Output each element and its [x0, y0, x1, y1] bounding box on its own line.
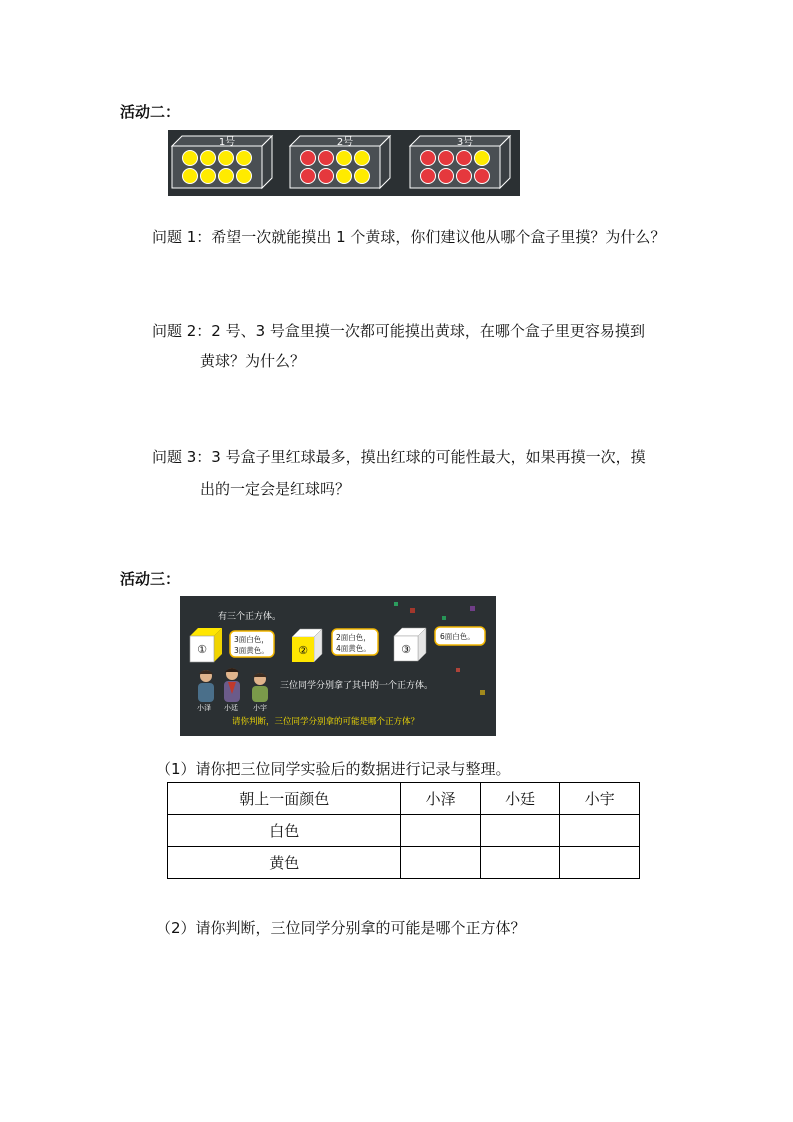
yellow-ball — [201, 151, 216, 166]
activity2-figure — [168, 130, 520, 196]
cube-1-note — [230, 631, 274, 657]
box-label-3: 3号 — [456, 137, 474, 148]
table-cell — [480, 815, 560, 847]
student-figures — [198, 668, 268, 702]
ball-box-3 — [410, 136, 510, 188]
question-3-line-1: 问题 3：3 号盒子里红球最多，摸出红球的可能性最大，如果再摸一次，摸 — [152, 448, 646, 466]
students-text: 三位同学分别拿了其中的一个正方体。 — [280, 681, 434, 691]
activity3-figure — [180, 596, 496, 736]
question-2-line-2: 黄球？为什么？ — [200, 352, 306, 370]
judge-question: 请你判断，三位同学分别拿的可能是哪个正方体？ — [232, 717, 420, 727]
red-ball — [319, 151, 334, 166]
red-ball — [439, 169, 454, 184]
table-cell — [560, 815, 640, 847]
red-ball — [421, 169, 436, 184]
cube-3 — [394, 628, 426, 661]
red-ball — [457, 169, 472, 184]
cube-3-note — [435, 627, 485, 645]
table-cell — [401, 815, 481, 847]
record-table — [167, 782, 640, 879]
red-ball — [319, 169, 334, 184]
table-row — [168, 847, 640, 879]
student-name-3: 小宇 — [253, 704, 267, 712]
yellow-ball — [237, 151, 252, 166]
table-cell — [560, 847, 640, 879]
intro-text: 有三个正方体。 — [218, 612, 282, 622]
red-ball — [421, 151, 436, 166]
red-ball — [301, 151, 316, 166]
red-ball — [301, 169, 316, 184]
ball-box-1 — [172, 136, 272, 188]
table-row — [168, 815, 640, 847]
box-label-1: 1号 — [218, 137, 236, 148]
ball-box-2 — [290, 136, 390, 188]
red-ball — [439, 151, 454, 166]
student-name-2: 小廷 — [224, 704, 238, 712]
yellow-ball — [183, 151, 198, 166]
table-header-cell: 小泽 — [401, 783, 481, 815]
cube-3-number: ③ — [401, 643, 411, 656]
yellow-ball — [219, 151, 234, 166]
red-ball — [457, 151, 472, 166]
table-header-cell: 小廷 — [480, 783, 560, 815]
table-row-label: 黄色 — [168, 847, 401, 879]
cube-1-number: ① — [197, 643, 207, 656]
table-header-row — [168, 783, 640, 815]
instruction-1: （1）请你把三位同学实验后的数据进行记录与整理。 — [156, 760, 511, 778]
svg-text:2面白色，: 2面白色， — [336, 633, 371, 642]
yellow-ball — [201, 169, 216, 184]
red-ball — [475, 169, 490, 184]
table-header-cell: 小宇 — [560, 783, 640, 815]
balls-boxes-illustration — [168, 130, 520, 196]
student-name-1: 小泽 — [197, 704, 211, 712]
svg-text:3面白色，: 3面白色， — [234, 635, 269, 644]
question-2-line-1: 问题 2：2 号、3 号盒里摸一次都可能摸出黄球，在哪个盒子里更容易摸到 — [152, 322, 645, 340]
table-header-cell: 朝上一面颜色 — [168, 783, 401, 815]
yellow-ball — [337, 169, 352, 184]
activity3-heading: 活动三： — [120, 570, 181, 588]
yellow-ball — [355, 169, 370, 184]
yellow-ball — [355, 151, 370, 166]
yellow-ball — [337, 151, 352, 166]
cube-1 — [190, 628, 222, 662]
cube-2-number: ② — [298, 644, 308, 657]
svg-text:4面黄色。: 4面黄色。 — [336, 644, 371, 653]
cube-2 — [292, 629, 322, 662]
table-row-label: 白色 — [168, 815, 401, 847]
cubes-illustration — [180, 596, 496, 736]
table-cell — [480, 847, 560, 879]
table-cell — [401, 847, 481, 879]
question-1: 问题 1：希望一次就能摸出 1 个黄球，你们建议他从哪个盒子里摸？为什么？ — [152, 228, 666, 246]
instruction-2: （2）请你判断，三位同学分别拿的可能是哪个正方体？ — [156, 919, 526, 937]
yellow-ball — [183, 169, 198, 184]
cube-2-note — [332, 629, 378, 655]
box-label-2: 2号 — [336, 137, 354, 148]
yellow-ball — [237, 169, 252, 184]
yellow-ball — [475, 151, 490, 166]
yellow-ball — [219, 169, 234, 184]
svg-text:6面白色。: 6面白色。 — [440, 632, 475, 641]
svg-text:3面黄色。: 3面黄色。 — [234, 646, 269, 655]
activity2-heading: 活动二： — [120, 103, 181, 121]
question-3-line-2: 出的一定会是红球吗？ — [200, 480, 351, 498]
